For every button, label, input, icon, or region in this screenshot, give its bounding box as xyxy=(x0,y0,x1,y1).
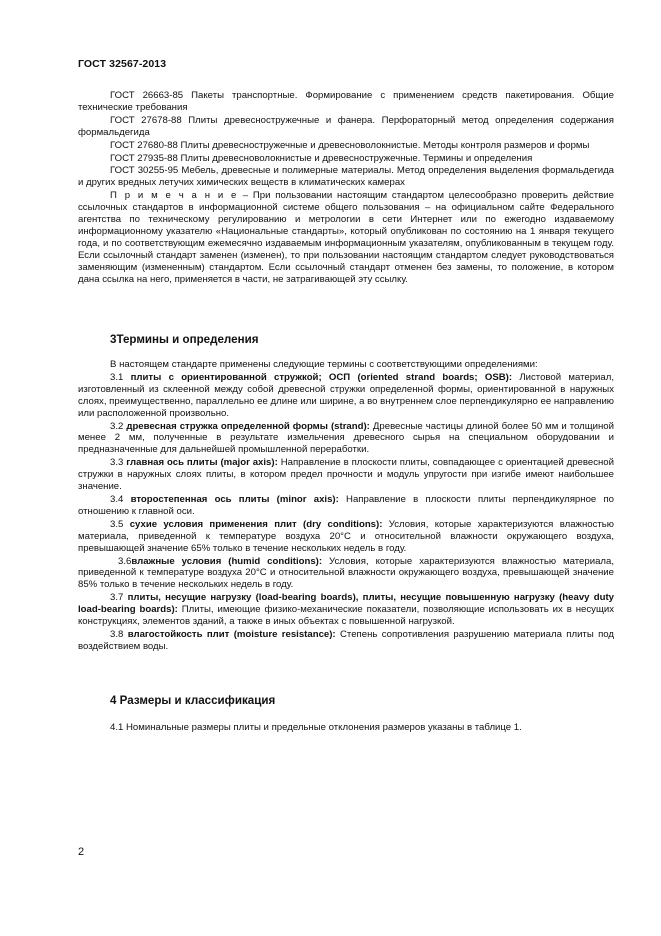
term-name: влажные условия (humid conditions): xyxy=(131,555,323,567)
term-definition xyxy=(78,421,614,457)
term-text: Условия, которые характеризуются влажностью материала, приведенной к температуре воздуха 20°С и относительной влажности окружающего воздуха, превышающей значение 85% только в течение нескольких недель в году. xyxy=(78,555,614,591)
section-3-intro: В настоящем стандарте применены следующие термины с соответствующими определениями: xyxy=(110,359,538,370)
note-text: – При пользовании настоящим стандартом целесообразно проверить действие ссылочных стандартов в информационной системе общего пользования – на официальном сайте Федерального агентства по техническому регулированию и метрологии в сети Интернет или по ежегодно издаваемому информационному указателю «Национальные стандарты», который опубликован по состоянию на 1 января текущего года, и по соответствующим ежемесячно издаваемым информационным указателям, опубликованным в текущем году. Если ссылочный стандарт заменен (изменен), то при пользовании настоящим стандартом следует руководствоваться заменяющим (измененным) стандартом. Если ссылочный стандарт отменен без замены, то положение, в котором дана ссылка на него, применяется в части, не затрагивающей эту ссылку. xyxy=(78,190,614,285)
term-definition xyxy=(78,556,614,592)
term-definition xyxy=(78,592,614,628)
term-number: 3.1 xyxy=(110,371,131,383)
page-number: 2 xyxy=(78,846,85,858)
term-name: плиты с ориентированной стружкой; ОСП (oriented strand boards; OSB): xyxy=(130,371,513,383)
term-number: 3.8 xyxy=(110,628,128,640)
term-number: 3.6 xyxy=(118,555,132,567)
term-definition xyxy=(78,494,614,518)
section-3-title: 3Термины и определения xyxy=(110,333,259,346)
reference-item: ГОСТ 26663-85 Пакеты транспортные. Формирование с применением средств пакетирования. Общие технические требования xyxy=(78,90,614,113)
term-text: Условия, которые характеризуются влажностью материала, приведенной к температуре воздуха 20°С и относительной влажности окружающего воздуха, превышающей значение 65% только в течение нескольких недель в году. xyxy=(78,518,614,554)
section-4-text: 4.1 Номинальные размеры плиты и предельные отклонения размеров указаны в таблице 1. xyxy=(110,722,522,733)
term-number: 3.3 xyxy=(110,457,127,469)
term-text: Плиты, имеющие физико-механические показатели, позволяющие использовать их в несущих конструкциях, элементов зданий, а также в иных объектах с повышенной нагрузкой. xyxy=(78,604,614,628)
normative-references xyxy=(78,90,614,287)
term-text: Древесные частицы длиной более 50 мм и толщиной менее 2 мм, полученные в результате измельчения древесного сырья на специальном оборудовании и предназначенные для дальнейшей промышленной переработки. xyxy=(78,420,614,456)
reference-item: ГОСТ 27680-88 Плиты древесностружечные и древесноволокнистые. Методы контроля размеров и формы xyxy=(110,139,590,151)
term-name: второстепенная ось плиты (minor axis): xyxy=(130,493,339,505)
term-number: 3.4 xyxy=(110,493,131,505)
term-name: древесная стружка определенной формы (strand): xyxy=(126,420,370,432)
document-header: ГОСТ 32567-2013 xyxy=(78,58,167,70)
term-text: Листовой материал, изготовленный из склеенной между собой древесной стружки определенной формы, ориентированной в наружных слоях, преимущественно, параллельно ее длине или ширине, а во внутреннем слое перпендикулярно ее направлению или расположенной произвольно. xyxy=(78,371,614,419)
term-text: Направление в плоскости плиты перпендикулярное по отношению к главной оси. xyxy=(78,493,614,517)
term-name: влагостойкость плит (moisture resistance): xyxy=(127,628,336,640)
term-number: 3.7 xyxy=(110,592,128,604)
term-name: главная ось плиты (major axis): xyxy=(126,457,278,469)
term-definition xyxy=(78,457,614,493)
term-definition xyxy=(78,519,614,555)
reference-item: ГОСТ 27935-88 Плиты древесноволокнистые и древесностружечные. Термины и определения xyxy=(110,152,533,164)
term-name: сухие условия применения плит (dry conditions): xyxy=(129,518,383,530)
section-4-title: 4 Размеры и классификация xyxy=(110,694,276,707)
term-number: 3.2 xyxy=(110,420,127,432)
term-text: Направление в плоскости плиты, совпадающее с ориентацией древесной стружки в наружных слоях плиты, в котором предел прочности и модуль упругости при изгибе имеют наибольшее значение. xyxy=(78,457,614,493)
reference-item: ГОСТ 30255-95 Мебель, древесные и полимерные материалы. Метод определения выделения формальдегида и других вредных летучих химических веществ в климатических камерах xyxy=(78,165,614,189)
reference-item: ГОСТ 27678-88 Плиты древесностружечные и фанера. Перфораторный метод определения содержания формальдегида xyxy=(78,114,614,138)
reference-note xyxy=(78,190,614,285)
section-4-body xyxy=(78,722,614,735)
note-label: П р и м е ч а н и е xyxy=(110,190,238,202)
term-name: плиты, несущие нагрузку (load-bearing boards), плиты, несущие повышенную нагрузку (heavy duty load-bearing boards): xyxy=(78,592,614,616)
term-definition xyxy=(78,372,614,420)
term-definition xyxy=(78,629,614,653)
term-text: Степень сопротивления разрушению материала плиты под воздействием воды. xyxy=(78,628,614,652)
terms-list xyxy=(78,359,614,654)
term-number: 3.5 xyxy=(110,518,130,530)
